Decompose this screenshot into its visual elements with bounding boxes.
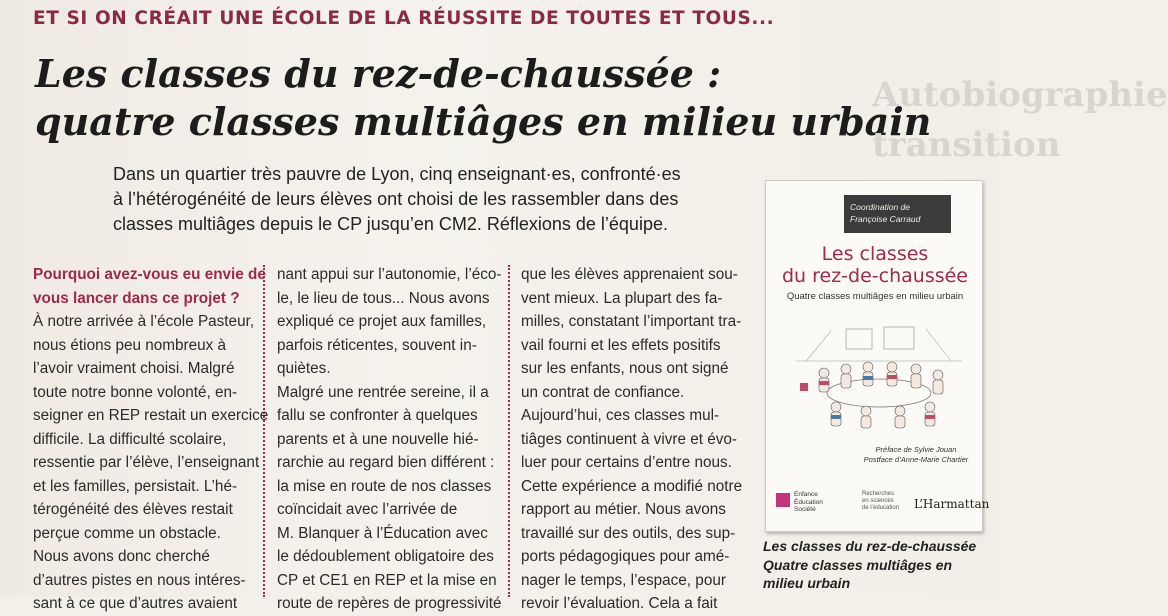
body-line: Malgré une rentrée sereine, il a bbox=[277, 383, 489, 401]
lead-line: à l’hétérogénéité de leurs élèves ont choisi de les rassembler dans des bbox=[113, 189, 679, 209]
body-line: nant appui sur l’autonomie, l’éco- bbox=[277, 266, 502, 283]
column-divider bbox=[263, 265, 265, 597]
body-line: térogénéité des élèves restait bbox=[33, 501, 233, 518]
body-line: parfois réticentes, souvent in- bbox=[277, 336, 477, 354]
body-line: ports pédagogiques pour amé- bbox=[521, 548, 730, 565]
book-caption bbox=[763, 537, 995, 593]
body-line: perçue comme un obstacle. bbox=[33, 524, 221, 542]
book-subtitle: Quatre classes multiâges en milieu urbain bbox=[786, 291, 964, 302]
body-line: route de repères de progressivité bbox=[277, 595, 502, 612]
collection-logo bbox=[776, 489, 856, 515]
coordination-label: Coordination de bbox=[850, 202, 911, 212]
body-line: rarchie au regard bien différent : bbox=[277, 454, 495, 471]
show-through-line-1: Autobiographie bbox=[872, 75, 1168, 115]
body-line: coïncidait avec l’arrivée de bbox=[277, 501, 458, 518]
series-logo bbox=[862, 491, 899, 512]
body-line: M. Blanquer à l’Éducation avec bbox=[277, 524, 488, 542]
book-cover bbox=[765, 180, 990, 532]
body-line: sur les enfants, nous ont signé bbox=[521, 360, 729, 377]
body-line: et les familles, persistait. L’hé- bbox=[33, 477, 238, 495]
publisher-logo: L’Harmattan bbox=[914, 497, 990, 511]
body-line: ressentie par l’élève, l’enseignant bbox=[33, 454, 260, 471]
body-line: travaillé sur des outils, des sup- bbox=[521, 524, 736, 542]
caption-line: Les classes du rez-de-chaussée bbox=[763, 538, 977, 554]
body-line: Cette expérience a modifié notre bbox=[521, 477, 743, 495]
section-kicker: ET SI ON CRÉAIT UNE ÉCOLE DE LA RÉUSSITE DE TOUTES ET TOUS... bbox=[33, 8, 775, 29]
body-line: d’autres pistes en nous intéres- bbox=[33, 571, 246, 589]
body-line: Aujourd’hui, ces classes mul- bbox=[521, 407, 720, 424]
body-line: CP et CE1 en REP et la mise en bbox=[277, 571, 497, 589]
body-line: À notre arrivée à l’école Pasteur, bbox=[33, 313, 255, 330]
show-through-line-2: transition bbox=[872, 125, 1061, 165]
collection-logo-mark bbox=[776, 493, 790, 507]
body-line: expliqué ce projet aux familles, bbox=[277, 313, 487, 330]
article-headline bbox=[35, 50, 932, 146]
book-title-line: Les classes bbox=[821, 243, 929, 265]
preface-line: Préface de Sylvie Jouan bbox=[875, 445, 957, 454]
book-preface bbox=[856, 445, 976, 465]
body-line: Nous avons donc cherché bbox=[33, 548, 210, 565]
body-line: l’avoir vraiment choisi. Malgré bbox=[33, 360, 235, 377]
series-logo-line: de l’éducation bbox=[862, 505, 900, 511]
body-line: le, le lieu de tous... Nous avons bbox=[277, 289, 490, 307]
body-line: vent mieux. La plupart des fa- bbox=[521, 289, 723, 307]
body-line: toute notre bonne volonté, en- bbox=[33, 383, 238, 401]
body-line: nous étions peu nombreux à bbox=[33, 336, 227, 354]
book-title bbox=[772, 243, 978, 287]
body-line: revoir l’évaluation. Cela a fait bbox=[521, 595, 718, 612]
classroom-illustration bbox=[796, 321, 962, 431]
body-line: seigner en REP restait un exercice bbox=[33, 407, 269, 424]
text-column-2 bbox=[277, 263, 502, 616]
article-lead bbox=[113, 162, 748, 237]
text-column-1 bbox=[33, 263, 269, 616]
body-line: fallu se confronter à quelques bbox=[277, 407, 478, 424]
headline-line-2: quatre classes multiâges en milieu urbain bbox=[35, 99, 932, 144]
series-logo-line: en sciences bbox=[862, 498, 894, 504]
caption-line: milieu urbain bbox=[763, 575, 851, 591]
lead-line: classes multiâges depuis le CP jusqu’en CM2. Réflexions de l’équipe. bbox=[113, 214, 668, 234]
body-line: rapport au métier. Nous avons bbox=[521, 501, 726, 518]
collection-logo-line: Enfance bbox=[794, 491, 818, 498]
collection-logo-line: Éducation bbox=[794, 498, 823, 506]
show-through-text bbox=[872, 70, 1168, 170]
body-line: le dédoublement obligatoire des bbox=[277, 548, 494, 565]
text-column-3 bbox=[521, 263, 747, 616]
coordination-author: Françoise Carraud bbox=[850, 214, 921, 224]
interview-question: vous lancer dans ce projet ? bbox=[33, 289, 240, 307]
body-line: difficile. La difficulté scolaire, bbox=[33, 430, 227, 448]
body-line: nager le temps, l’espace, pour bbox=[521, 571, 726, 589]
column-divider bbox=[508, 265, 510, 597]
body-line: sant à ce que d’autres avaient bbox=[33, 595, 238, 612]
body-line: quiètes. bbox=[277, 360, 331, 377]
headline-line-1: Les classes du rez-de-chaussée : bbox=[35, 51, 722, 96]
body-line: parents et à une nouvelle hié- bbox=[277, 430, 479, 448]
body-line: luer pour certains d’entre nous. bbox=[521, 454, 732, 471]
collection-logo-line: Société bbox=[794, 506, 816, 513]
book-coordination-band bbox=[844, 195, 951, 233]
lead-line: Dans un quartier très pauvre de Lyon, cinq enseignant·es, confronté·es bbox=[113, 164, 681, 184]
body-line: tiâges continuent à vivre et évo- bbox=[521, 430, 737, 448]
body-line: vail fourni et les effets positifs bbox=[521, 336, 721, 354]
caption-line: Quatre classes multiâges en bbox=[763, 556, 953, 573]
body-line: milles, constatant l’important tra- bbox=[521, 313, 742, 330]
body-line: la mise en route de nos classes bbox=[277, 477, 492, 495]
body-line: un contrat de confiance. bbox=[521, 383, 685, 401]
body-line: que les élèves apprenaient sou- bbox=[521, 266, 738, 283]
series-logo-line: Recherches bbox=[862, 491, 895, 497]
postface-line: Postface d’Anne-Marie Chartier bbox=[863, 455, 969, 464]
interview-question: Pourquoi avez-vous eu envie de bbox=[33, 266, 266, 283]
book-title-line: du rez-de-chaussée bbox=[781, 265, 968, 287]
